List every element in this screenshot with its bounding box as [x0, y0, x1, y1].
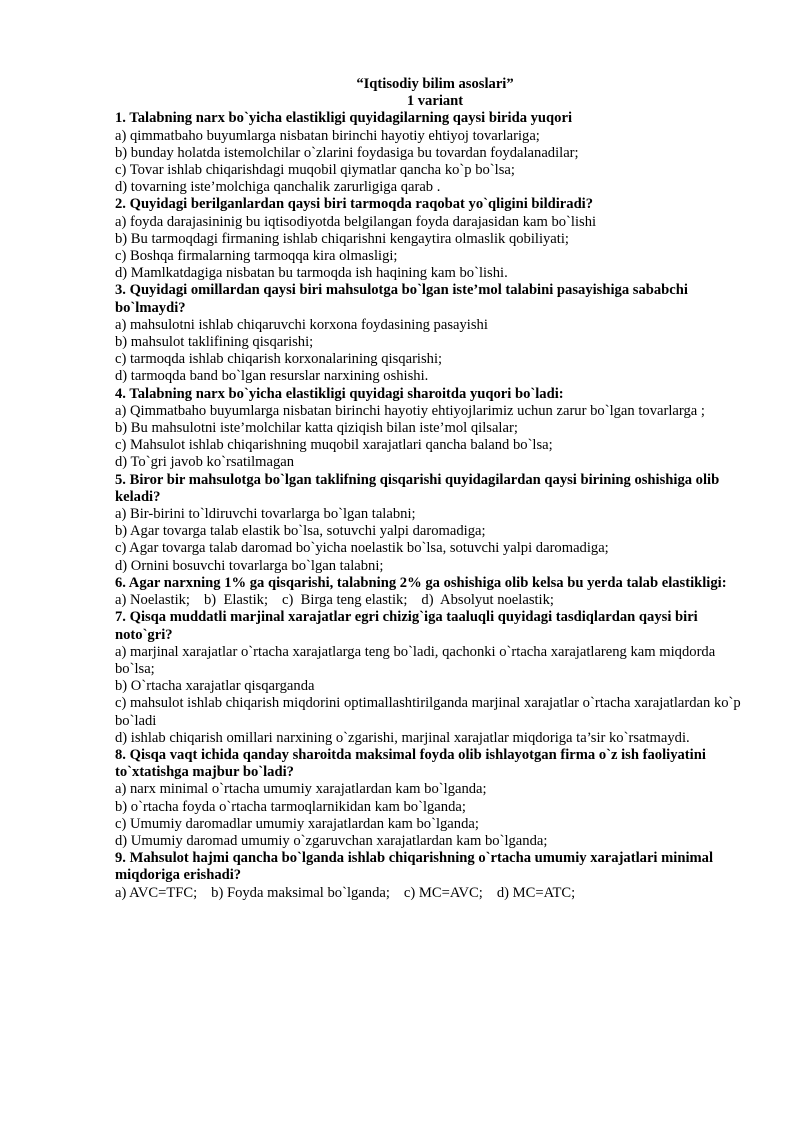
- option-a: a) Noelastik;: [115, 592, 190, 609]
- question-text: 8. Qisqa vaqt ichida qanday sharoitda maksimal foyda olib ishlayotgan firma o`z ish faoliyatini to`xtatishga majbur bo`ladi?: [115, 746, 706, 781]
- option-d: d) Mamlkatdagiga nisbatan bu tarmoqda ish haqining kam bo`lishi.: [115, 265, 508, 282]
- option-c: c) Tovar ishlab chiqarishdagi muqobil qiymatlar qancha ko`p bo`lsa;: [115, 162, 515, 179]
- question-text: 6. Agar narxning 1% ga qisqarishi, talabning 2% ga oshishiga olib kelsa bu yerda talab elastikligi:: [115, 574, 727, 591]
- option-c: c) Umumiy daromadlar umumiy xarajatlardan kam bo`lganda;: [115, 815, 479, 832]
- option-d: d) tovarning iste’molchiga qanchalik zarurligiga qarab .: [115, 179, 441, 196]
- question-9: [115, 850, 755, 902]
- question-7: [115, 609, 755, 747]
- inline-options: [115, 885, 755, 902]
- question-3: [115, 282, 755, 385]
- option-b: b) Bu tarmoqdagi firmaning ishlab chiqarishni kengaytira olmaslik qobiliyati;: [115, 230, 569, 247]
- option-c: c) mahsulot ishlab chiqarish miqdorini optimallashtirilganda marjinal xarajatlar o`rtacha xarajatlardan ko`p bo`ladi: [115, 695, 741, 729]
- option-b: b) o`rtacha foyda o`rtacha tarmoqlarnikidan kam bo`lganda;: [115, 798, 466, 815]
- option-c: c) MC=AVC;: [403, 884, 483, 901]
- option-c: c) Boshqa firmalarning tarmoqqa kira olmasligi;: [115, 248, 398, 265]
- option-c: c) tarmoqda ishlab chiqarish korxonalarining qisqarishi;: [115, 351, 443, 368]
- question-2: [115, 196, 755, 282]
- question-text: 4. Talabning narx bo`yicha elastikligi quyidagi sharoitda yuqori bo`ladi:: [115, 385, 564, 402]
- option-d: d) To`gri javob ko`rsatilmagan: [115, 454, 295, 471]
- option-c: c) Birga teng elastik;: [282, 592, 408, 609]
- question-1: [115, 110, 755, 196]
- document-page: [115, 76, 755, 902]
- question-text: 5. Biror bir mahsulotga bo`lgan taklifning qisqarishi quyidagilardan qaysi birining oshishiga olib keladi?: [115, 471, 720, 505]
- option-c: c) Agar tovarga talab daromad bo`yicha noelastik bo`lsa, sotuvchi yalpi daromadiga;: [115, 540, 609, 557]
- variant-label: 1 variant: [406, 93, 464, 110]
- option-d: d) Umumiy daromad umumiy o`zgaruvchan xarajatlardan kam bo`lganda;: [115, 832, 548, 849]
- option-d: d) tarmoqda band bo`lgan resurslar narxining oshishi.: [115, 368, 429, 385]
- option-d: d) Ornini bosuvchi tovarlarga bo`lgan talabni;: [115, 557, 384, 574]
- option-b: b) Agar tovarga talab elastik bo`lsa, sotuvchi yalpi daromadiga;: [115, 523, 486, 540]
- question-text: 2. Quyidagi berilganlardan qaysi biri tarmoqda raqobat yo`qligini bildiradi?: [115, 196, 594, 213]
- option-d: d) MC=ATC;: [496, 884, 576, 901]
- option-a: a) qimmatbaho buyumlarga nisbatan birinchi hayotiy ehtiyoj tovarlariga;: [115, 127, 540, 144]
- option-b: b) mahsulot taklifining qisqarishi;: [115, 334, 314, 351]
- option-a: a) narx minimal o`rtacha umumiy xarajatlardan kam bo`lganda;: [115, 781, 487, 798]
- option-a: a) mahsulotni ishlab chiqaruvchi korxona foydasining pasayishi: [115, 316, 488, 333]
- question-8: [115, 747, 755, 850]
- document-title: “Iqtisodiy bilim asoslari”: [356, 76, 514, 92]
- inline-options: [115, 592, 755, 609]
- question-text: 1. Talabning narx bo`yicha elastikligi quyidagilarning qaysi birida yuqori: [115, 110, 572, 127]
- question-text: 7. Qisqa muddatli marjinal xarajatlar egri chizig`iga taaluqli quyidagi tasdiqlardan qaysi biri noto`gri?: [115, 609, 698, 643]
- option-a: a) AVC=TFC;: [115, 884, 198, 901]
- question-4: [115, 386, 755, 472]
- option-b: b) bunday holatda istemolchilar o`zlarini foydasiga bu tovardan foydalanadilar;: [115, 144, 579, 161]
- option-d: d) ishlab chiqarish omillari narxining o`zgarishi, marjinal xarajatlar miqdoriga ta’sir ko`rsatmaydi.: [115, 729, 690, 746]
- option-d: d) Absolyut noelastik;: [421, 592, 554, 609]
- option-b: b) Elastik;: [203, 592, 269, 609]
- question-6: [115, 575, 755, 609]
- option-a: a) Bir-birini to`ldiruvchi tovarlarga bo`lgan talabni;: [115, 506, 416, 523]
- question-text: 9. Mahsulot hajmi qancha bo`lganda ishlab chiqarishning o`rtacha umumiy xarajatlari minimal miqdoriga erishadi?: [115, 850, 714, 884]
- option-a: a) Qimmatbaho buyumlarga nisbatan birinchi hayotiy ehtiyojlarimiz uchun zarur bo`lgan tovarlarga ;: [115, 402, 705, 419]
- option-b: b) Bu mahsulotni iste’molchilar katta qiziqish bilan iste’mol qilsalar;: [115, 420, 518, 437]
- option-a: a) foyda darajasininig bu iqtisodiyotda belgilangan foyda darajasidan kam bo`lishi: [115, 213, 597, 230]
- option-b: b) O`rtacha xarajatlar qisqarganda: [115, 678, 315, 695]
- option-b: b) Foyda maksimal bo`lganda;: [211, 884, 390, 901]
- option-c: c) Mahsulot ishlab chiqarishning muqobil xarajatlari qancha baland bo`lsa;: [115, 437, 553, 454]
- option-a: a) marjinal xarajatlar o`rtacha xarajatlarga teng bo`ladi, qachonki o`rtacha xarajatlareng kam miqdorda bo`lsa;: [115, 643, 716, 677]
- question-5: [115, 472, 755, 575]
- question-text: 3. Quyidagi omillardan qaysi biri mahsulotga bo`lgan iste’mol talabini pasayishiga sababchi bo`lmaydi?: [115, 282, 688, 316]
